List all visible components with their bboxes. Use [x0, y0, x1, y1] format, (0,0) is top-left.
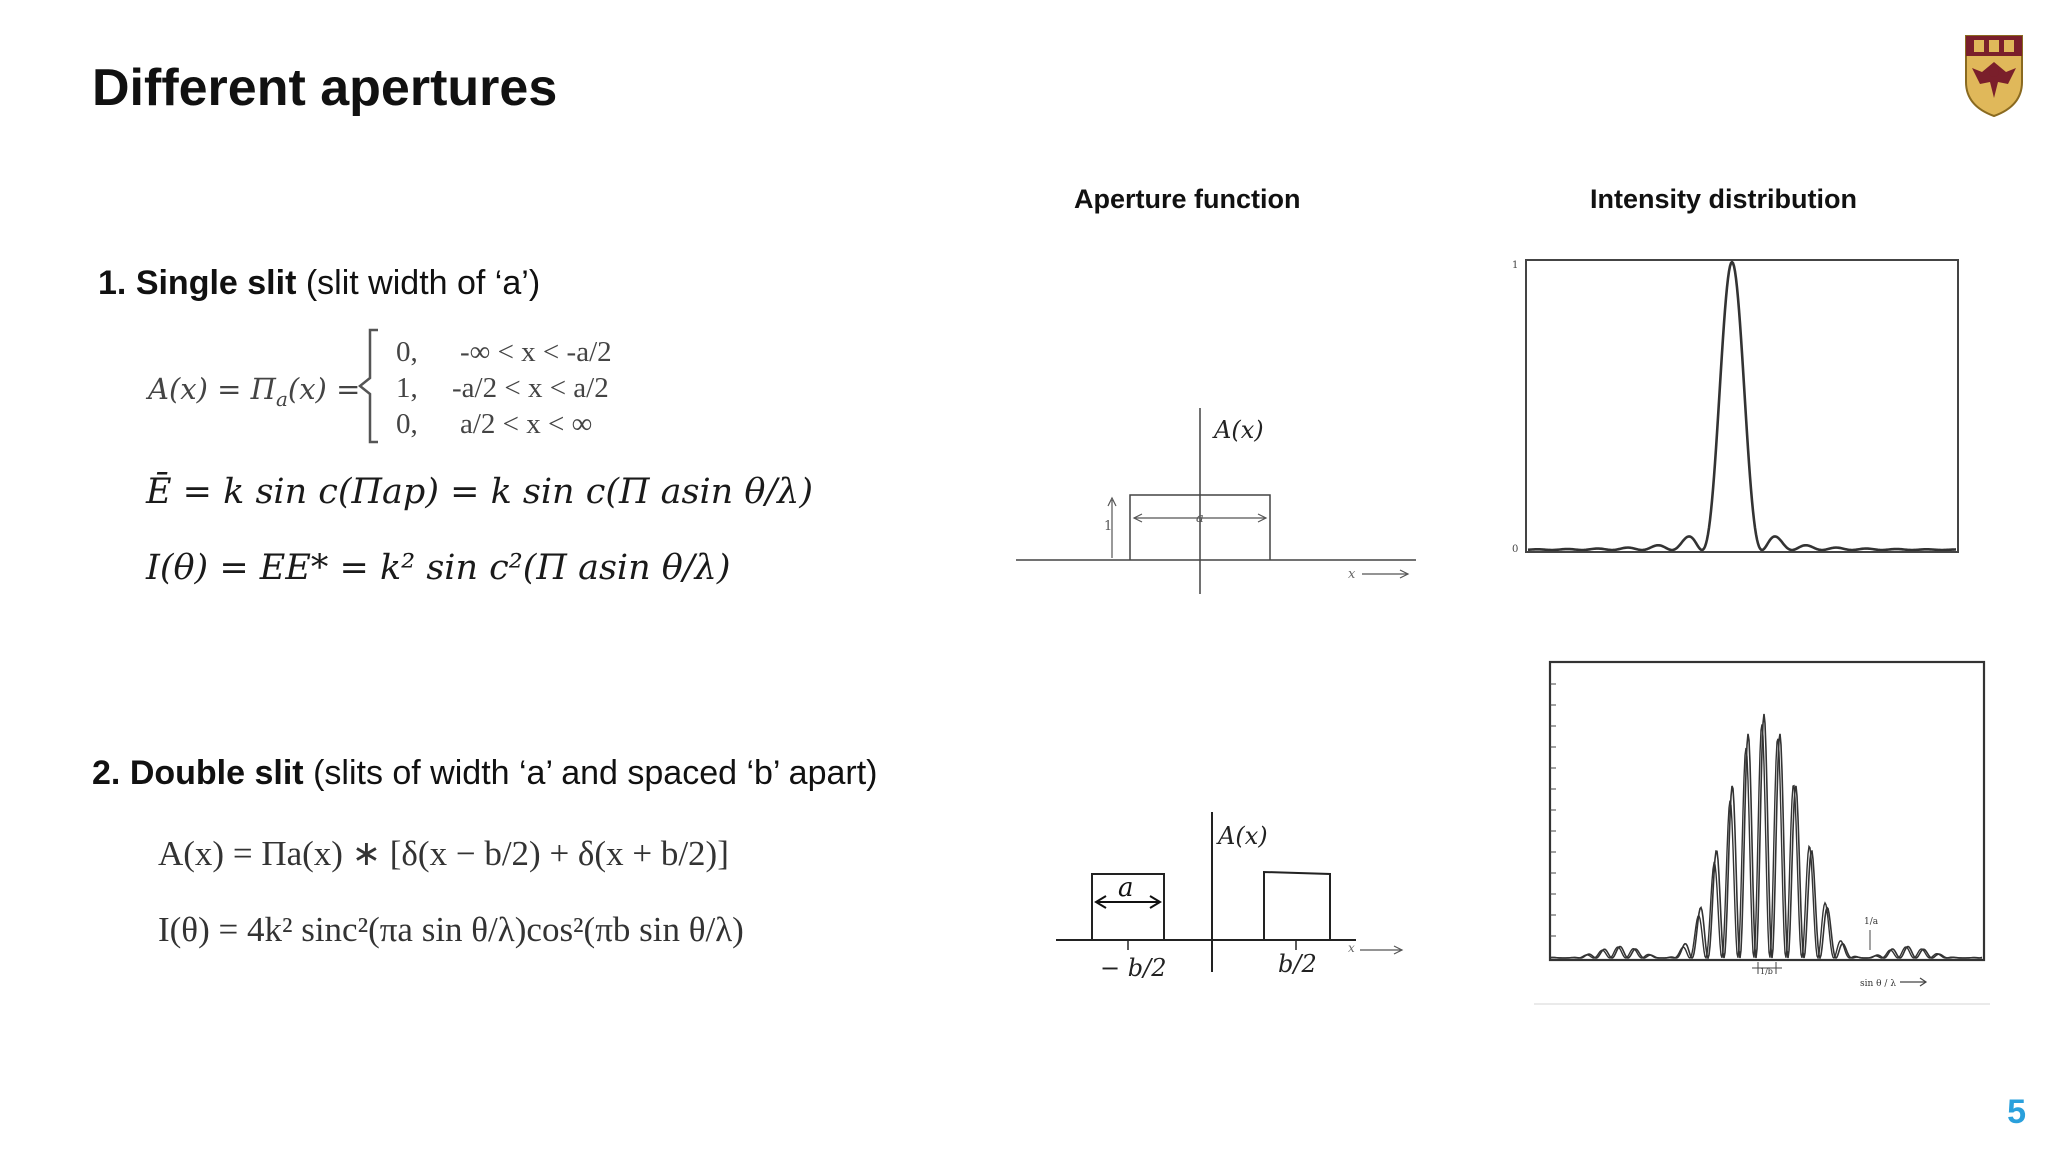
aperture-label: A(x) [1214, 416, 1264, 444]
single-slit-aperture-equation [148, 372, 360, 411]
aperture-function-heading: Aperture function [1074, 184, 1301, 214]
double-slit-intensity-plot [1520, 654, 2000, 1014]
case-condition: a/2 < x < ∞ [460, 408, 593, 440]
case-value: 0, [396, 336, 418, 368]
single-slit-field-equation: Ē = k sin c(Πap) = k sin c(Π asin θ/λ) [146, 472, 814, 512]
height-label: 1 [1104, 519, 1113, 534]
single-slit-intensity-plot [1500, 254, 1970, 564]
double-slit-number: 2. [92, 754, 121, 792]
double-slit-intensity-equation: I(θ) = 4k² sinc²(πa sin θ/λ)cos²(πb sin θ/λ) [158, 910, 744, 949]
top-label: 1 [1512, 260, 1519, 271]
double-slit-name: Double slit [129, 754, 304, 792]
university-crest-icon [1962, 32, 2026, 118]
case-value: 1, [396, 372, 418, 404]
single-slit-intensity-equation: I(θ) = EE* = k² sin c²(Π asin θ/λ) [146, 548, 731, 588]
double-slit-heading [92, 754, 877, 793]
single-slit-heading [98, 264, 540, 303]
piecewise-cases [396, 334, 612, 442]
fringe-spacing-label: 1/b [1760, 967, 1773, 976]
case-condition: -∞ < x < -a/2 [460, 336, 612, 368]
right-slit-pulse [1264, 872, 1330, 940]
left-tick-label: − b/2 [1100, 954, 1167, 982]
width-label: a [1118, 873, 1134, 903]
intensity-axis-label: sin θ / λ [1860, 979, 1897, 989]
double-slit-aperture-plot [1056, 806, 1416, 996]
case-value: 0, [396, 408, 418, 440]
double-slit-aperture-equation: A(x) = Πa(x) ∗ [δ(x − b/2) + δ(x + b/2)] [158, 834, 729, 873]
aperture-label: A(x) [1218, 822, 1268, 850]
width-label: a [1196, 511, 1204, 526]
x-axis-label: x [1348, 567, 1356, 582]
case-row-1 [396, 334, 612, 370]
case-row-2 [396, 370, 612, 406]
zero-label: 0 [1512, 544, 1519, 555]
single-slit-name: Single slit [135, 264, 297, 302]
sinc-squared-curve [1528, 262, 1956, 550]
envelope-width-label: 1/a [1864, 917, 1879, 927]
right-tick-label: b/2 [1278, 950, 1317, 978]
piecewise-brace [356, 326, 386, 446]
single-slit-number: 1. [98, 264, 127, 302]
case-row-3 [396, 406, 612, 442]
page-number: 5 [2007, 1093, 2026, 1131]
case-condition: -a/2 < x < a/2 [452, 372, 609, 404]
page-title: Different apertures [92, 59, 558, 117]
single-slit-aperture-plot [1016, 400, 1426, 600]
single-slit-description: (slit width of ‘a’) [305, 264, 541, 302]
single-slit-eq-lhs-end: (x) = [287, 372, 361, 406]
double-slit-description: (slits of width ‘a’ and spaced ‘b’ apart) [313, 754, 878, 792]
plot-frame [1526, 260, 1958, 552]
single-slit-eq-lhs: A(x) = Π [148, 372, 276, 406]
intensity-distribution-heading: Intensity distribution [1590, 184, 1857, 214]
x-axis-label: x [1348, 941, 1355, 955]
single-slit-eq-sub: a [275, 386, 288, 411]
